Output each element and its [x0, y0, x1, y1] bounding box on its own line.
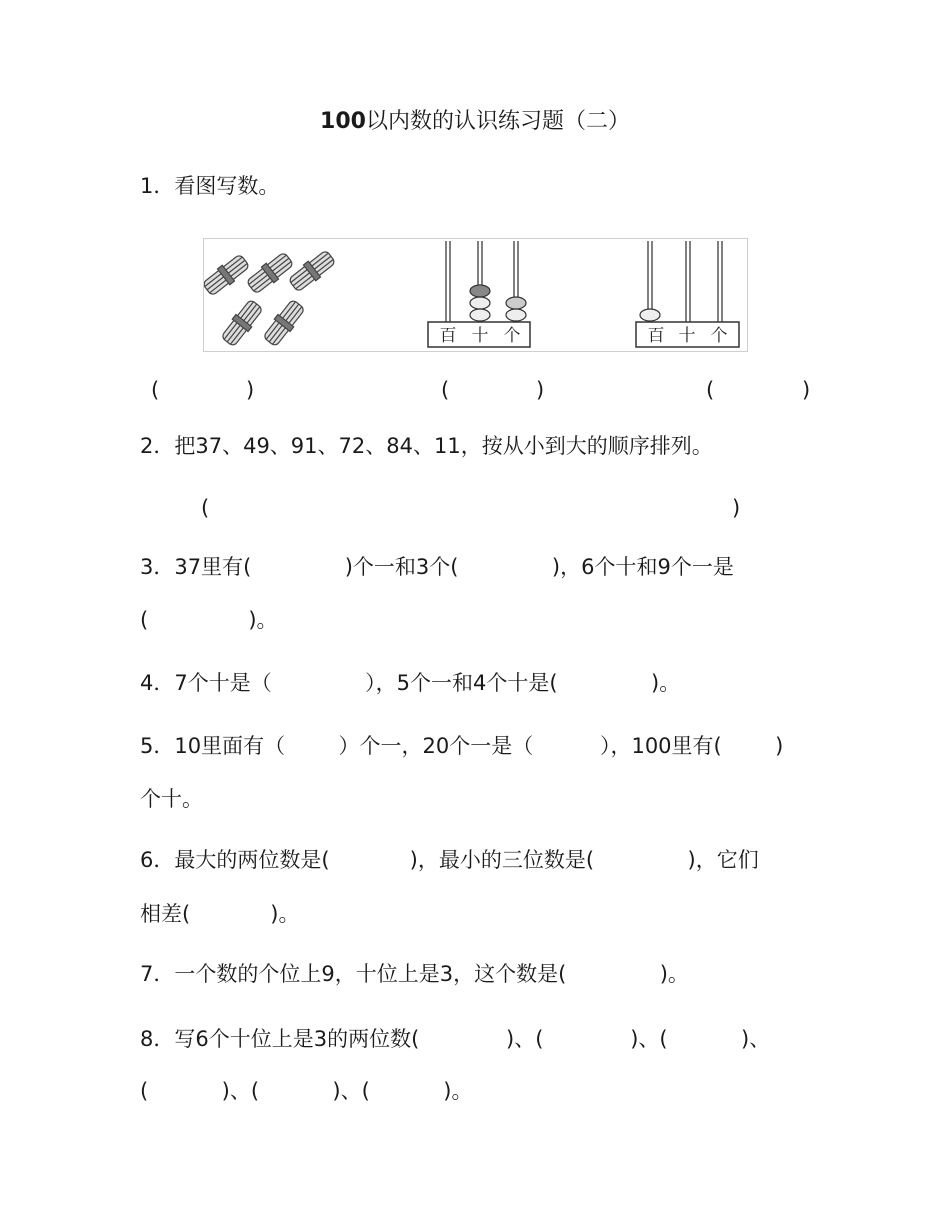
answer-blank-1-close: ) — [246, 378, 255, 402]
abacus-bead — [506, 309, 526, 321]
counting-figure — [203, 238, 748, 352]
question-5-line-1: 5．10里面有（ ）个一，20个一是（ ），100里有( ) — [140, 734, 784, 758]
question-2-blank-close: ) — [732, 496, 741, 520]
title-number: 100 — [320, 109, 366, 134]
abacus-1-label-hundreds: 百 — [439, 326, 457, 346]
abacus-2 — [636, 241, 739, 347]
answer-blank-2-close: ) — [536, 378, 545, 402]
answer-blank-3-open: ( — [706, 378, 715, 402]
abacus-bead — [640, 309, 660, 321]
abacus-1-label-tens: 十 — [471, 326, 489, 346]
title-text: 以内数的认识练习题（二） — [365, 109, 630, 134]
abacus-2-label-ones: 个 — [710, 326, 728, 346]
question-1: 1．看图写数。 — [140, 174, 280, 198]
question-8-line-2: ( )、( )、( )。 — [140, 1079, 473, 1103]
stick-bundle — [204, 252, 251, 297]
stick-bundle — [261, 298, 306, 348]
stick-bundles — [204, 248, 337, 348]
abacus-2-label-hundreds: 百 — [647, 326, 665, 346]
abacus-2-label-tens: 十 — [678, 326, 696, 346]
question-2: 2．把37、49、91、72、84、11，按从小到大的顺序排列。 — [140, 434, 713, 458]
figure-drawing — [204, 239, 747, 351]
stick-bundle — [219, 298, 264, 348]
abacus-1 — [428, 241, 530, 347]
question-7: 7．一个数的个位上9，十位上是3，这个数是( )。 — [140, 962, 689, 986]
question-5-line-2: 个十。 — [140, 787, 203, 811]
question-4: 4．7个十是（ ），5个一和4个十是( )。 — [140, 671, 681, 695]
answer-blank-3-close: ) — [802, 378, 811, 402]
question-2-blank-open: ( — [201, 496, 210, 520]
question-6-line-2: 相差( )。 — [140, 902, 300, 926]
stick-bundle — [287, 248, 337, 293]
abacus-bead — [506, 297, 526, 309]
page-title — [0, 108, 950, 136]
abacus-bead — [470, 285, 490, 297]
question-6-line-1: 6．最大的两位数是( )，最小的三位数是( )，它们 — [140, 848, 759, 872]
answer-blank-1-open: ( — [151, 378, 160, 402]
stick-bundle — [245, 250, 295, 295]
abacus-bead — [470, 309, 490, 321]
question-8-line-1: 8．写6个十位上是3的两位数( )、( )、( )、 — [140, 1027, 771, 1051]
abacus-bead — [470, 297, 490, 309]
question-3-line-1: 3．37里有( )个一和3个( )，6个十和9个一是 — [140, 555, 734, 579]
abacus-1-label-ones: 个 — [503, 326, 521, 346]
question-3-line-2: ( )。 — [140, 608, 278, 632]
answer-blank-2-open: ( — [441, 378, 450, 402]
